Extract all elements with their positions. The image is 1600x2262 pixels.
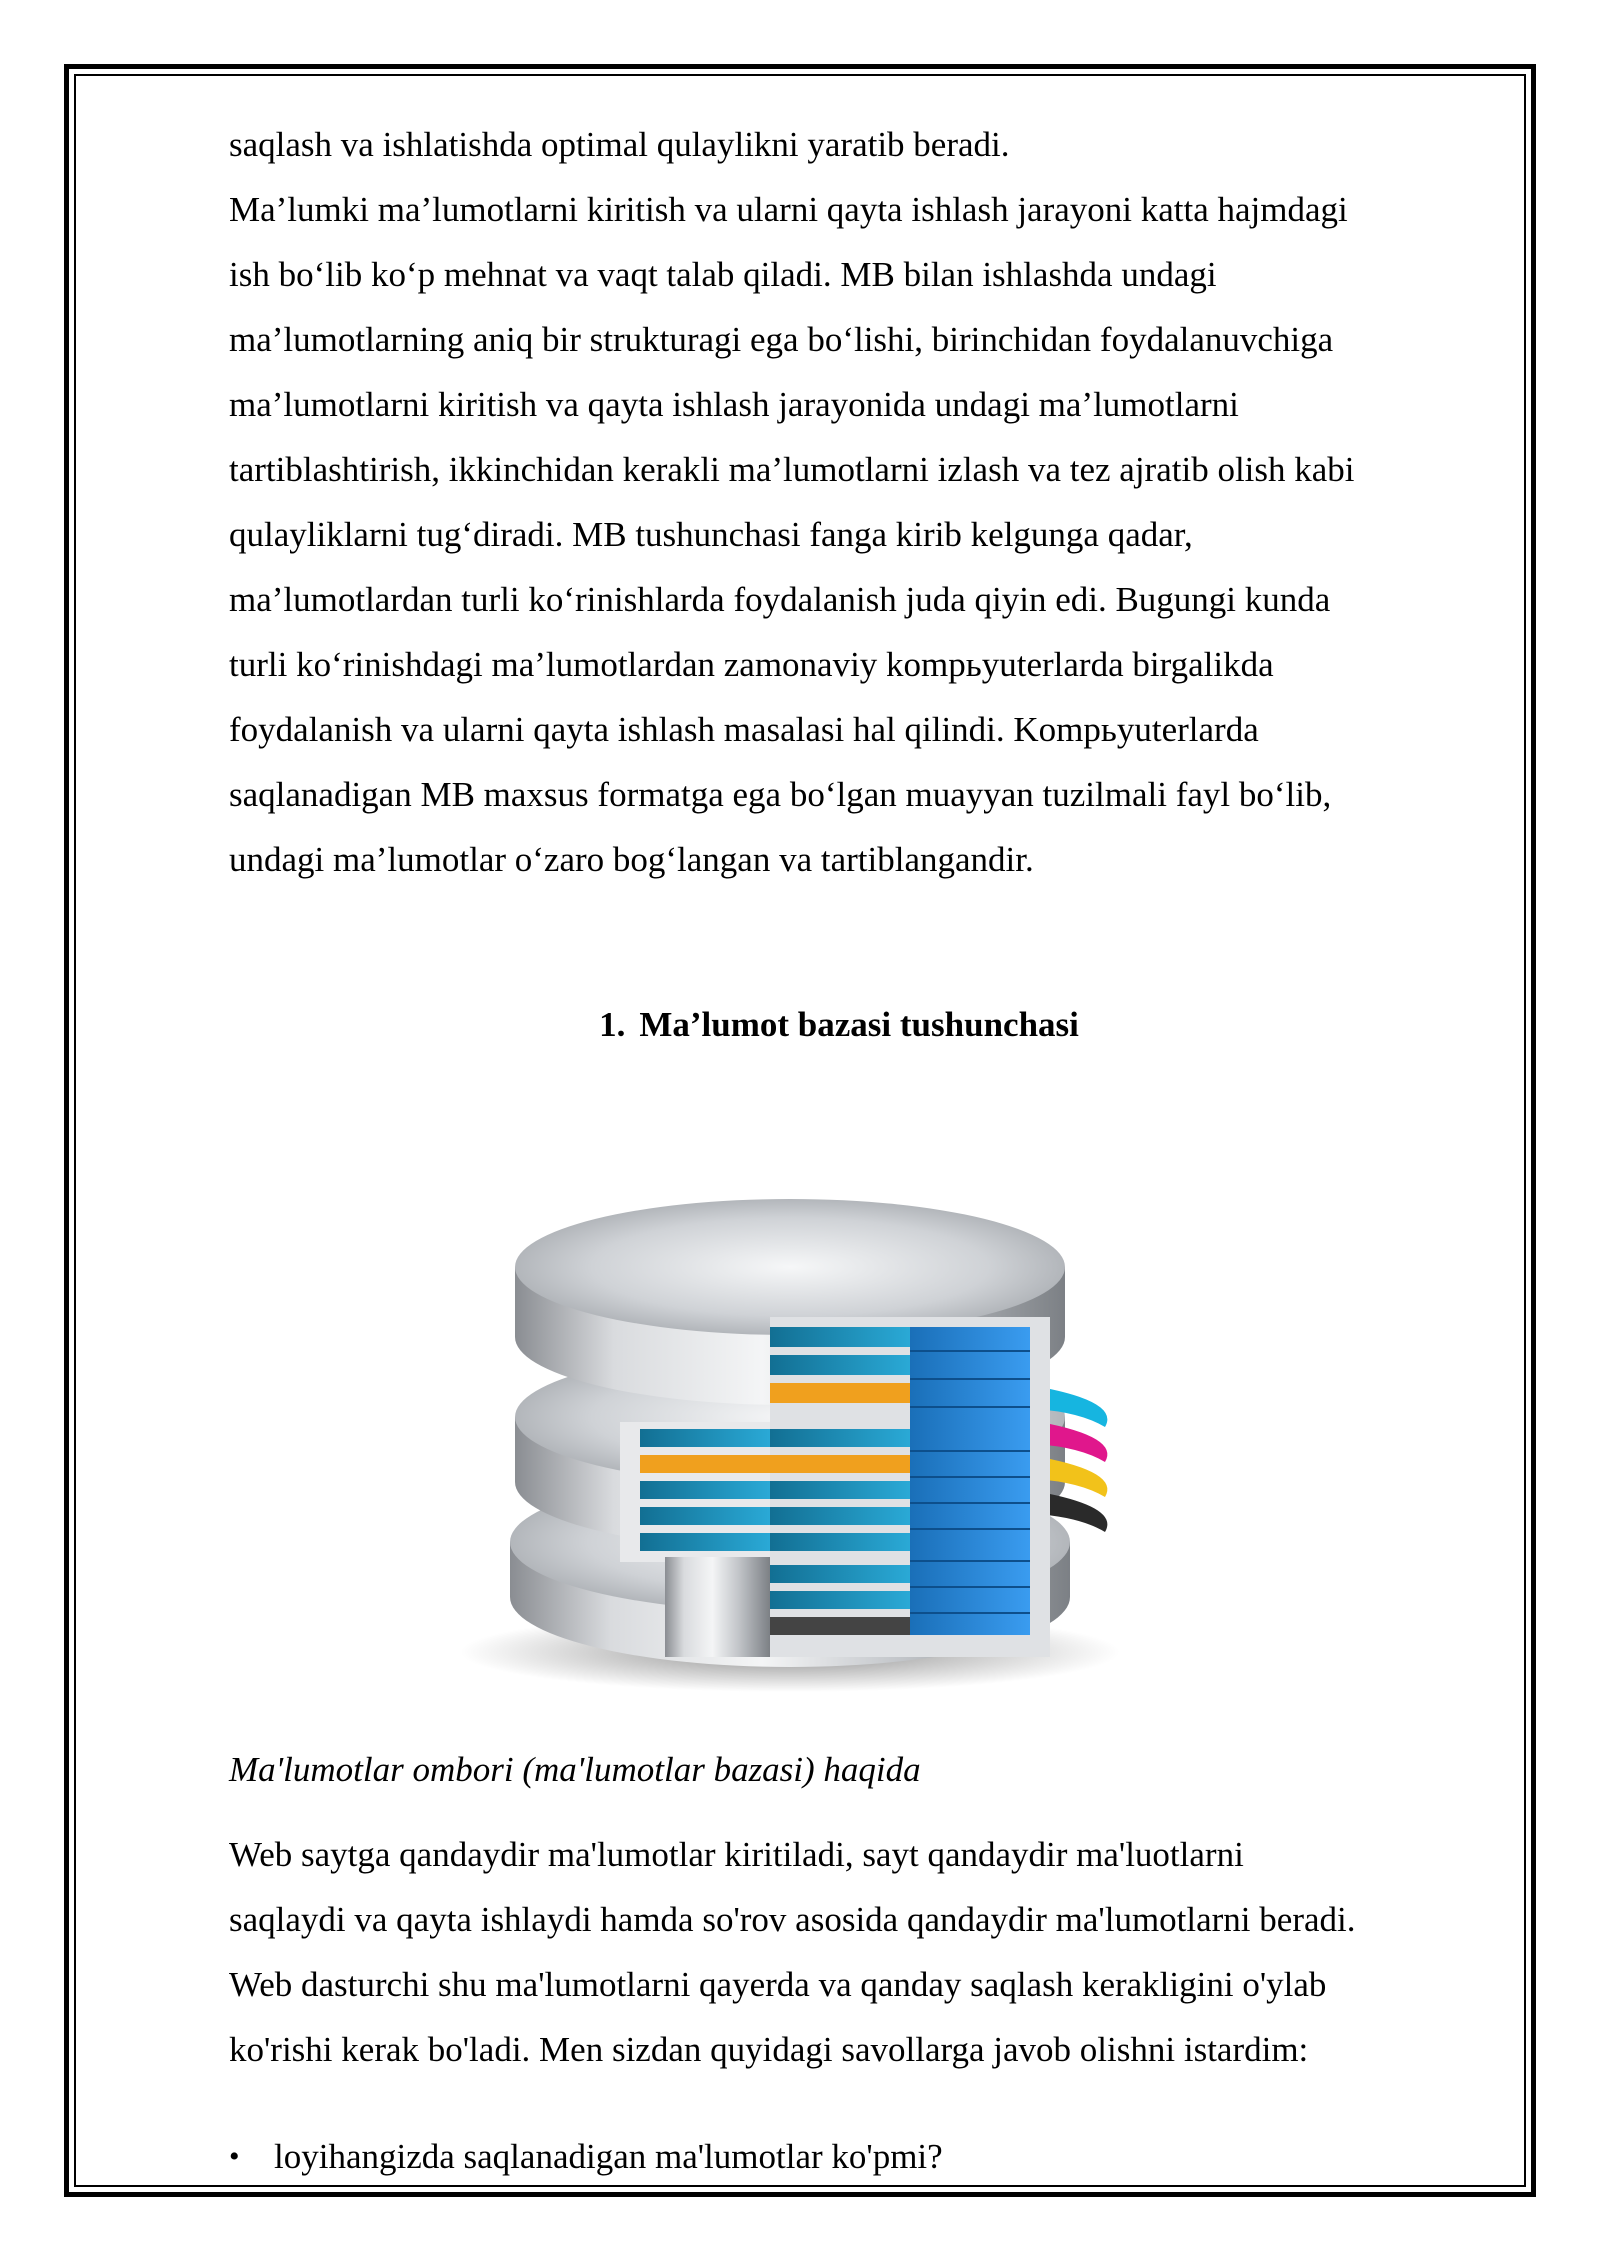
text-line: ish bo‘lib ko‘p mehnat va vaqt talab qiladi. MB bilan ishlashda undagi xyxy=(229,255,1217,294)
text-line: ko'rishi kerak bo'ladi. Men sizdan quyidagi savollarga javob olishni istardim: xyxy=(229,2030,1309,2069)
text-line: qulayliklarni tug‘diradi. MB tushunchasi fanga kirib kelgunga qadar, xyxy=(229,515,1193,554)
text-line: foydalanish va ularni qayta ishlash masalasi hal qilindi. Kompьyuterlarda xyxy=(229,710,1259,749)
page-content xyxy=(229,112,1449,2176)
text-line: saqlaydi va qayta ishlaydi hamda so'rov asosida qandaydir ma'lumotlarni beradi. xyxy=(229,1900,1356,1939)
text-line: ma’lumotlardan turli ko‘rinishlarda foydalanish juda qiyin edi. Bugungi kunda xyxy=(229,580,1331,619)
text-line: turli ko‘rinishdagi ma’lumotlardan zamonaviy kompьyuterlarda birgalikda xyxy=(229,645,1274,684)
text-line: Web saytga qandaydir ma'lumotlar kiritiladi, sayt qandaydir ma'luotlarni xyxy=(229,1835,1244,1874)
list-item xyxy=(229,2124,943,2189)
section-caption: Ma'lumotlar ombori (ma'lumotlar bazasi) haqida xyxy=(229,1750,921,1789)
text-line: Web dasturchi shu ma'lumotlarni qayerda va qanday saqlash kerakligini o'ylab xyxy=(229,1965,1327,2004)
text-line: saqlash va ishlatishda optimal qulaylikni yaratib beradi. xyxy=(229,125,1010,164)
text-line: undagi ma’lumotlar o‘zaro bog‘langan va tartiblangandir. xyxy=(229,840,1034,879)
text-line: Ma’lumki ma’lumotlarni kiritish va ularni qayta ishlash jarayoni katta hajmdagi xyxy=(229,190,1348,229)
section-heading xyxy=(229,992,1449,1057)
list-item-text: loyihangizda saqlanadigan ma'lumotlar ko'pmi? xyxy=(274,2137,943,2176)
heading-title: Ma’lumot bazasi tushunchasi xyxy=(639,1005,1079,1044)
bullet-icon: • xyxy=(229,2140,240,2173)
body-paragraph xyxy=(229,1822,1355,2082)
intro-paragraph xyxy=(229,112,1449,892)
heading-number: 1. xyxy=(599,1005,626,1044)
text-line: saqlanadigan MB maxsus formatga ega bo‘lgan muayyan tuzilmali fayl bo‘lib, xyxy=(229,775,1332,814)
database-icon xyxy=(440,1087,1140,1702)
text-line: ma’lumotlarning aniq bir strukturagi ega bo‘lishi, birinchidan foydalanuvchiga xyxy=(229,320,1334,359)
text-line: ma’lumotlarni kiritish va qayta ishlash jarayonida undagi ma’lumotlarni xyxy=(229,385,1239,424)
text-line: tartiblashtirish, ikkinchidan kerakli ma’lumotlarni izlash va tez ajratib olish kabi xyxy=(229,450,1355,489)
